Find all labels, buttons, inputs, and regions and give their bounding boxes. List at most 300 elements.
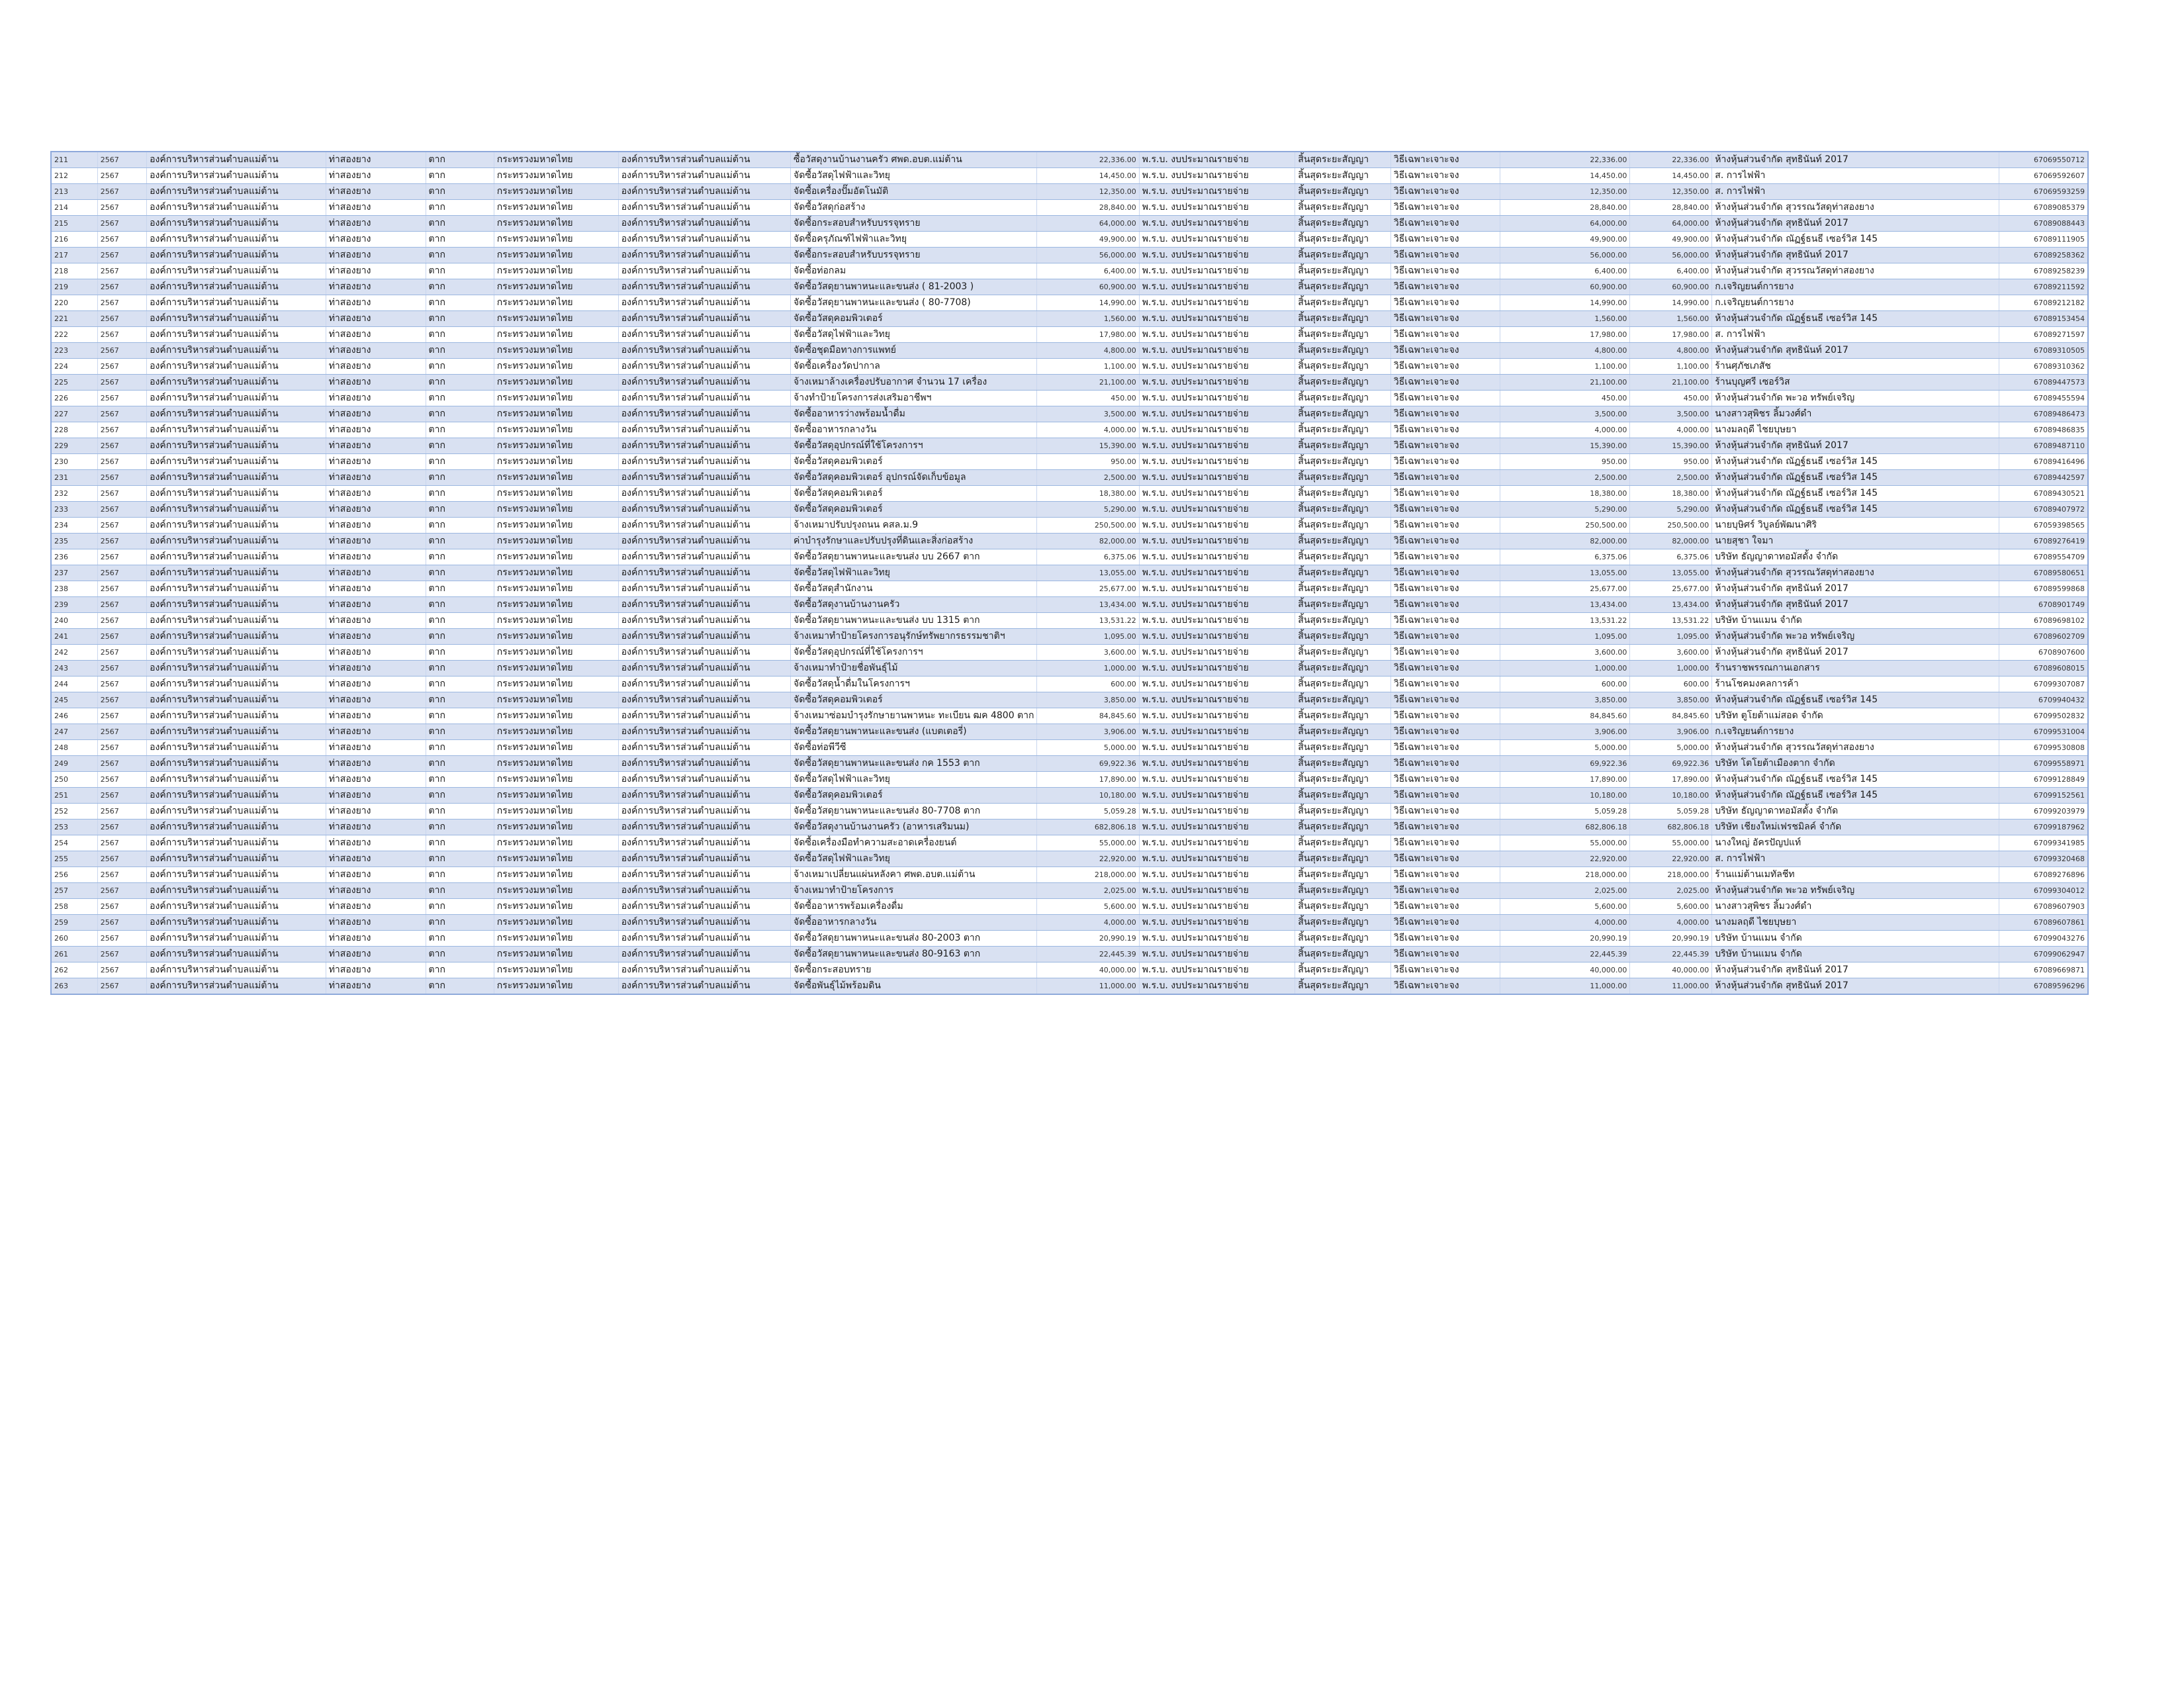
organization-cell: องค์การบริหารส่วนตำบลแม่ต้าน (147, 549, 326, 565)
median-price-cell: 13,055.00 (1500, 565, 1630, 581)
budget-amount-cell: 3,500.00 (1036, 406, 1139, 422)
award-amount-cell: 15,390.00 (1630, 438, 1712, 454)
award-amount-cell: 250,500.00 (1630, 518, 1712, 534)
procurement-method-cell: วิธีเฉพาะเจาะจง (1390, 295, 1500, 311)
project-status-cell: สิ้นสุดระยะสัญญา (1295, 438, 1391, 454)
ministry-cell: กระทรวงมหาดไทย (494, 518, 618, 534)
ministry-cell: กระทรวงมหาดไทย (494, 962, 618, 978)
department-cell: องค์การบริหารส่วนตำบลแม่ต้าน (618, 597, 790, 613)
project-name-cell: ค่าบำรุงรักษาและปรับปรุงที่ดินและสิ่งก่อสร้าง (791, 534, 1037, 549)
table-row (51, 502, 2088, 518)
winning-vendor-cell: นางใหญ่ อัครปัญปแท์ (1712, 835, 1999, 851)
budget-year-cell: 2567 (97, 438, 146, 454)
district-cell: ท่าสองยาง (326, 216, 426, 232)
procurement-method-cell: วิธีเฉพาะเจาะจง (1390, 486, 1500, 502)
province-cell: ตาก (426, 692, 494, 708)
project-name-cell: จัดซื้ออาหารพร้อมเครื่องดื่ม (791, 899, 1037, 915)
row-number-cell: 248 (51, 740, 97, 756)
table-row (51, 454, 2088, 470)
median-price-cell: 18,380.00 (1500, 486, 1630, 502)
contract-number-cell: 67099203979 (1999, 804, 2088, 820)
project-status-cell: สิ้นสุดระยะสัญญา (1295, 295, 1391, 311)
median-price-cell: 450.00 (1500, 391, 1630, 406)
award-amount-cell: 3,500.00 (1630, 406, 1712, 422)
ministry-cell: กระทรวงมหาดไทย (494, 200, 618, 216)
organization-cell: องค์การบริหารส่วนตำบลแม่ต้าน (147, 232, 326, 248)
budget-year-cell: 2567 (97, 804, 146, 820)
award-amount-cell: 20,990.19 (1630, 931, 1712, 947)
district-cell: ท่าสองยาง (326, 359, 426, 375)
project-status-cell: สิ้นสุดระยะสัญญา (1295, 502, 1391, 518)
row-number-cell: 255 (51, 851, 97, 867)
budget-year-cell: 2567 (97, 279, 146, 295)
organization-cell: องค์การบริหารส่วนตำบลแม่ต้าน (147, 708, 326, 724)
contract-number-cell: 67099187962 (1999, 820, 2088, 835)
project-status-cell: สิ้นสุดระยะสัญญา (1295, 915, 1391, 931)
funding-source-cell: พ.ร.บ. งบประมาณรายจ่าย (1139, 867, 1295, 883)
winning-vendor-cell: ห้างหุ้นส่วนจำกัด ณัฏฐ์ธนธี เซอร์วิส 145 (1712, 232, 1999, 248)
department-cell: องค์การบริหารส่วนตำบลแม่ต้าน (618, 820, 790, 835)
winning-vendor-cell: ส. การไฟฟ้า (1712, 168, 1999, 184)
organization-cell: องค์การบริหารส่วนตำบลแม่ต้าน (147, 184, 326, 200)
winning-vendor-cell: ห้างหุ้นส่วนจำกัด ณัฏฐ์ธนธี เซอร์วิส 145 (1712, 692, 1999, 708)
budget-year-cell: 2567 (97, 422, 146, 438)
contract-number-cell: 67089416496 (1999, 454, 2088, 470)
contract-number-cell: 67089310505 (1999, 343, 2088, 359)
project-name-cell: จัดซื้อวัสดุน้ำดื่มในโครงการฯ (791, 677, 1037, 692)
department-cell: องค์การบริหารส่วนตำบลแม่ต้าน (618, 629, 790, 645)
row-number-cell: 260 (51, 931, 97, 947)
project-name-cell: จัดซื้ออาหารกลางวัน (791, 422, 1037, 438)
budget-amount-cell: 950.00 (1036, 454, 1139, 470)
budget-year-cell: 2567 (97, 184, 146, 200)
award-amount-cell: 84,845.60 (1630, 708, 1712, 724)
project-name-cell: จัดซื้อกระสอบทราย (791, 962, 1037, 978)
budget-amount-cell: 6,400.00 (1036, 263, 1139, 279)
funding-source-cell: พ.ร.บ. งบประมาณรายจ่าย (1139, 978, 1295, 995)
project-status-cell: สิ้นสุดระยะสัญญา (1295, 486, 1391, 502)
table-row (51, 820, 2088, 835)
award-amount-cell: 22,336.00 (1630, 152, 1712, 168)
province-cell: ตาก (426, 804, 494, 820)
ministry-cell: กระทรวงมหาดไทย (494, 820, 618, 835)
award-amount-cell: 4,000.00 (1630, 915, 1712, 931)
province-cell: ตาก (426, 661, 494, 677)
project-status-cell: สิ้นสุดระยะสัญญา (1295, 740, 1391, 756)
budget-year-cell: 2567 (97, 343, 146, 359)
funding-source-cell: พ.ร.บ. งบประมาณรายจ่าย (1139, 820, 1295, 835)
project-name-cell: จ้างทำป้ายโครงการส่งเสริมอาชีพฯ (791, 391, 1037, 406)
budget-year-cell: 2567 (97, 708, 146, 724)
table-row (51, 152, 2088, 168)
district-cell: ท่าสองยาง (326, 438, 426, 454)
row-number-cell: 222 (51, 327, 97, 343)
district-cell: ท่าสองยาง (326, 867, 426, 883)
department-cell: องค์การบริหารส่วนตำบลแม่ต้าน (618, 947, 790, 962)
winning-vendor-cell: ห้างหุ้นส่วนจำกัด ณัฏฐ์ธนธี เซอร์วิส 145 (1712, 772, 1999, 788)
median-price-cell: 3,850.00 (1500, 692, 1630, 708)
project-name-cell: จ้างเหมาเปลี่ยนแผ่นหลังคา ศพด.อบต.แม่ต้าน (791, 867, 1037, 883)
district-cell: ท่าสองยาง (326, 565, 426, 581)
award-amount-cell: 60,900.00 (1630, 279, 1712, 295)
district-cell: ท่าสองยาง (326, 597, 426, 613)
budget-year-cell: 2567 (97, 947, 146, 962)
table-row (51, 899, 2088, 915)
funding-source-cell: พ.ร.บ. งบประมาณรายจ่าย (1139, 581, 1295, 597)
procurement-method-cell: วิธีเฉพาะเจาะจง (1390, 851, 1500, 867)
project-name-cell: จัดซื้อเครื่องวัดปากาล (791, 359, 1037, 375)
table-row (51, 216, 2088, 232)
contract-number-cell: 67089554709 (1999, 549, 2088, 565)
median-price-cell: 5,290.00 (1500, 502, 1630, 518)
budget-amount-cell: 17,890.00 (1036, 772, 1139, 788)
province-cell: ตาก (426, 565, 494, 581)
median-price-cell: 13,531.22 (1500, 613, 1630, 629)
table-row (51, 200, 2088, 216)
winning-vendor-cell: ส. การไฟฟ้า (1712, 851, 1999, 867)
procurement-method-cell: วิธีเฉพาะเจาะจง (1390, 327, 1500, 343)
winning-vendor-cell: นางมลฤดี ไชยบุษยา (1712, 915, 1999, 931)
organization-cell: องค์การบริหารส่วนตำบลแม่ต้าน (147, 168, 326, 184)
winning-vendor-cell: ห้างหุ้นส่วนจำกัด สุทธินันท์ 2017 (1712, 438, 1999, 454)
median-price-cell: 1,560.00 (1500, 311, 1630, 327)
table-row (51, 359, 2088, 375)
project-status-cell: สิ้นสุดระยะสัญญา (1295, 534, 1391, 549)
contract-number-cell: 67089486473 (1999, 406, 2088, 422)
funding-source-cell: พ.ร.บ. งบประมาณรายจ่าย (1139, 549, 1295, 565)
ministry-cell: กระทรวงมหาดไทย (494, 152, 618, 168)
organization-cell: องค์การบริหารส่วนตำบลแม่ต้าน (147, 279, 326, 295)
median-price-cell: 69,922.36 (1500, 756, 1630, 772)
ministry-cell: กระทรวงมหาดไทย (494, 708, 618, 724)
ministry-cell: กระทรวงมหาดไทย (494, 232, 618, 248)
winning-vendor-cell: นายสุชา ใจมา (1712, 534, 1999, 549)
median-price-cell: 55,000.00 (1500, 835, 1630, 851)
table-row (51, 248, 2088, 263)
row-number-cell: 234 (51, 518, 97, 534)
project-status-cell: สิ้นสุดระยะสัญญา (1295, 883, 1391, 899)
winning-vendor-cell: ห้างหุ้นส่วนจำกัด สุทธินันท์ 2017 (1712, 978, 1999, 995)
median-price-cell: 11,000.00 (1500, 978, 1630, 995)
budget-amount-cell: 22,445.39 (1036, 947, 1139, 962)
province-cell: ตาก (426, 422, 494, 438)
funding-source-cell: พ.ร.บ. งบประมาณรายจ่าย (1139, 597, 1295, 613)
contract-number-cell: 67089447573 (1999, 375, 2088, 391)
budget-amount-cell: 3,850.00 (1036, 692, 1139, 708)
contract-number-cell: 6708907600 (1999, 645, 2088, 661)
budget-year-cell: 2567 (97, 629, 146, 645)
row-number-cell: 252 (51, 804, 97, 820)
contract-number-cell: 67089608015 (1999, 661, 2088, 677)
project-status-cell: สิ้นสุดระยะสัญญา (1295, 216, 1391, 232)
province-cell: ตาก (426, 772, 494, 788)
procurement-method-cell: วิธีเฉพาะเจาะจง (1390, 438, 1500, 454)
department-cell: องค์การบริหารส่วนตำบลแม่ต้าน (618, 867, 790, 883)
project-name-cell: จัดซื้อวัสดุไฟฟ้าและวิทยุ (791, 327, 1037, 343)
award-amount-cell: 17,890.00 (1630, 772, 1712, 788)
procurement-method-cell: วิธีเฉพาะเจาะจง (1390, 232, 1500, 248)
budget-amount-cell: 15,390.00 (1036, 438, 1139, 454)
row-number-cell: 235 (51, 534, 97, 549)
award-amount-cell: 55,000.00 (1630, 835, 1712, 851)
winning-vendor-cell: บริษัท ธัญญาดาทอมัสดั้ง จำกัด (1712, 549, 1999, 565)
funding-source-cell: พ.ร.บ. งบประมาณรายจ่าย (1139, 740, 1295, 756)
contract-number-cell: 67099043276 (1999, 931, 2088, 947)
budget-amount-cell: 20,990.19 (1036, 931, 1139, 947)
contract-number-cell: 67089407972 (1999, 502, 2088, 518)
province-cell: ตาก (426, 359, 494, 375)
project-name-cell: จัดซื้อวัสดุยานพาหนะและขนส่ง ( 81-2003 ) (791, 279, 1037, 295)
contract-number-cell: 67089088443 (1999, 216, 2088, 232)
row-number-cell: 212 (51, 168, 97, 184)
project-status-cell: สิ้นสุดระยะสัญญา (1295, 692, 1391, 708)
contract-number-cell: 67089258239 (1999, 263, 2088, 279)
table-row (51, 804, 2088, 820)
award-amount-cell: 13,434.00 (1630, 597, 1712, 613)
organization-cell: องค์การบริหารส่วนตำบลแม่ต้าน (147, 359, 326, 375)
procurement-method-cell: วิธีเฉพาะเจาะจง (1390, 454, 1500, 470)
budget-amount-cell: 84,845.60 (1036, 708, 1139, 724)
table-row (51, 629, 2088, 645)
award-amount-cell: 2,025.00 (1630, 883, 1712, 899)
budget-year-cell: 2567 (97, 359, 146, 375)
award-amount-cell: 69,922.36 (1630, 756, 1712, 772)
funding-source-cell: พ.ร.บ. งบประมาณรายจ่าย (1139, 661, 1295, 677)
project-name-cell: จัดซื้อวัสดุยานพาหนะและขนส่ง กค 1553 ตาก (791, 756, 1037, 772)
organization-cell: องค์การบริหารส่วนตำบลแม่ต้าน (147, 820, 326, 835)
ministry-cell: กระทรวงมหาดไทย (494, 613, 618, 629)
funding-source-cell: พ.ร.บ. งบประมาณรายจ่าย (1139, 168, 1295, 184)
median-price-cell: 4,000.00 (1500, 915, 1630, 931)
procurement-method-cell: วิธีเฉพาะเจาะจง (1390, 629, 1500, 645)
winning-vendor-cell: ส. การไฟฟ้า (1712, 184, 1999, 200)
procurement-method-cell: วิธีเฉพาะเจาะจง (1390, 899, 1500, 915)
province-cell: ตาก (426, 677, 494, 692)
median-price-cell: 950.00 (1500, 454, 1630, 470)
median-price-cell: 17,980.00 (1500, 327, 1630, 343)
project-status-cell: สิ้นสุดระยะสัญญา (1295, 549, 1391, 565)
winning-vendor-cell: ห้างหุ้นส่วนจำกัด สุวรรณวัสดุท่าสองยาง (1712, 565, 1999, 581)
median-price-cell: 5,000.00 (1500, 740, 1630, 756)
department-cell: องค์การบริหารส่วนตำบลแม่ต้าน (618, 216, 790, 232)
organization-cell: องค์การบริหารส่วนตำบลแม่ต้าน (147, 661, 326, 677)
project-name-cell: จัดซื้ออาหารว่างพร้อมน้ำดื่ม (791, 406, 1037, 422)
budget-amount-cell: 18,380.00 (1036, 486, 1139, 502)
procurement-method-cell: วิธีเฉพาะเจาะจง (1390, 740, 1500, 756)
procurement-method-cell: วิธีเฉพาะเจาะจง (1390, 549, 1500, 565)
organization-cell: องค์การบริหารส่วนตำบลแม่ต้าน (147, 216, 326, 232)
award-amount-cell: 10,180.00 (1630, 788, 1712, 804)
ministry-cell: กระทรวงมหาดไทย (494, 486, 618, 502)
median-price-cell: 12,350.00 (1500, 184, 1630, 200)
department-cell: องค์การบริหารส่วนตำบลแม่ต้าน (618, 772, 790, 788)
procurement-method-cell: วิธีเฉพาะเจาะจง (1390, 248, 1500, 263)
district-cell: ท่าสองยาง (326, 295, 426, 311)
district-cell: ท่าสองยาง (326, 470, 426, 486)
project-status-cell: สิ้นสุดระยะสัญญา (1295, 978, 1391, 995)
funding-source-cell: พ.ร.บ. งบประมาณรายจ่าย (1139, 391, 1295, 406)
district-cell: ท่าสองยาง (326, 454, 426, 470)
province-cell: ตาก (426, 184, 494, 200)
project-name-cell: จัดซื้อกระสอบสำหรับบรรจุทราย (791, 216, 1037, 232)
procurement-method-cell: วิธีเฉพาะเจาะจง (1390, 613, 1500, 629)
budget-year-cell: 2567 (97, 565, 146, 581)
department-cell: องค์การบริหารส่วนตำบลแม่ต้าน (618, 518, 790, 534)
budget-year-cell: 2567 (97, 899, 146, 915)
winning-vendor-cell: ห้างหุ้นส่วนจำกัด พะวอ ทรัพย์เจริญ (1712, 883, 1999, 899)
budget-year-cell: 2567 (97, 724, 146, 740)
median-price-cell: 17,890.00 (1500, 772, 1630, 788)
row-number-cell: 214 (51, 200, 97, 216)
median-price-cell: 250,500.00 (1500, 518, 1630, 534)
ministry-cell: กระทรวงมหาดไทย (494, 867, 618, 883)
procurement-method-cell: วิธีเฉพาะเจาะจง (1390, 581, 1500, 597)
project-name-cell: จัดซื้อท่อพีวีซี (791, 740, 1037, 756)
department-cell: องค์การบริหารส่วนตำบลแม่ต้าน (618, 454, 790, 470)
row-number-cell: 233 (51, 502, 97, 518)
budget-amount-cell: 13,531.22 (1036, 613, 1139, 629)
row-number-cell: 219 (51, 279, 97, 295)
award-amount-cell: 3,600.00 (1630, 645, 1712, 661)
district-cell: ท่าสองยาง (326, 677, 426, 692)
project-name-cell: จัดซื้อกระสอบสำหรับบรรจุทราย (791, 248, 1037, 263)
province-cell: ตาก (426, 724, 494, 740)
row-number-cell: 257 (51, 883, 97, 899)
winning-vendor-cell: ห้างหุ้นส่วนจำกัด สุทธินันท์ 2017 (1712, 962, 1999, 978)
district-cell: ท่าสองยาง (326, 343, 426, 359)
ministry-cell: กระทรวงมหาดไทย (494, 470, 618, 486)
median-price-cell: 60,900.00 (1500, 279, 1630, 295)
median-price-cell: 2,500.00 (1500, 470, 1630, 486)
budget-amount-cell: 5,000.00 (1036, 740, 1139, 756)
row-number-cell: 223 (51, 343, 97, 359)
project-status-cell: สิ้นสุดระยะสัญญา (1295, 629, 1391, 645)
organization-cell: องค์การบริหารส่วนตำบลแม่ต้าน (147, 613, 326, 629)
award-amount-cell: 1,095.00 (1630, 629, 1712, 645)
department-cell: องค์การบริหารส่วนตำบลแม่ต้าน (618, 152, 790, 168)
funding-source-cell: พ.ร.บ. งบประมาณรายจ่าย (1139, 708, 1295, 724)
district-cell: ท่าสองยาง (326, 851, 426, 867)
organization-cell: องค์การบริหารส่วนตำบลแม่ต้าน (147, 343, 326, 359)
funding-source-cell: พ.ร.บ. งบประมาณรายจ่าย (1139, 248, 1295, 263)
project-name-cell: จัดซื้ออาหารกลางวัน (791, 915, 1037, 931)
award-amount-cell: 3,850.00 (1630, 692, 1712, 708)
procurement-method-cell: วิธีเฉพาะเจาะจง (1390, 756, 1500, 772)
procurement-method-cell: วิธีเฉพาะเจาะจง (1390, 931, 1500, 947)
budget-amount-cell: 56,000.00 (1036, 248, 1139, 263)
district-cell: ท่าสองยาง (326, 740, 426, 756)
budget-amount-cell: 22,336.00 (1036, 152, 1139, 168)
ministry-cell: กระทรวงมหาดไทย (494, 295, 618, 311)
district-cell: ท่าสองยาง (326, 327, 426, 343)
district-cell: ท่าสองยาง (326, 168, 426, 184)
budget-year-cell: 2567 (97, 962, 146, 978)
funding-source-cell: พ.ร.บ. งบประมาณรายจ่าย (1139, 899, 1295, 915)
organization-cell: องค์การบริหารส่วนตำบลแม่ต้าน (147, 677, 326, 692)
project-status-cell: สิ้นสุดระยะสัญญา (1295, 184, 1391, 200)
department-cell: องค์การบริหารส่วนตำบลแม่ต้าน (618, 263, 790, 279)
winning-vendor-cell: นางมลฤดี ไชยบุษยา (1712, 422, 1999, 438)
median-price-cell: 15,390.00 (1500, 438, 1630, 454)
table-row (51, 295, 2088, 311)
contract-number-cell: 6708901749 (1999, 597, 2088, 613)
ministry-cell: กระทรวงมหาดไทย (494, 692, 618, 708)
row-number-cell: 227 (51, 406, 97, 422)
project-name-cell: จัดซื้อท่อกลม (791, 263, 1037, 279)
funding-source-cell: พ.ร.บ. งบประมาณรายจ่าย (1139, 931, 1295, 947)
organization-cell: องค์การบริหารส่วนตำบลแม่ต้าน (147, 772, 326, 788)
organization-cell: องค์การบริหารส่วนตำบลแม่ต้าน (147, 947, 326, 962)
project-name-cell: จัดซื้อวัสดุยานพาหนะและขนส่ง 80-9163 ตาก (791, 947, 1037, 962)
row-number-cell: 231 (51, 470, 97, 486)
procurement-method-cell: วิธีเฉพาะเจาะจง (1390, 962, 1500, 978)
project-status-cell: สิ้นสุดระยะสัญญา (1295, 597, 1391, 613)
budget-year-cell: 2567 (97, 740, 146, 756)
funding-source-cell: พ.ร.บ. งบประมาณรายจ่าย (1139, 565, 1295, 581)
project-name-cell: จัดซื้อวัสดุยานพาหนะและขนส่ง บบ 2667 ตาก (791, 549, 1037, 565)
district-cell: ท่าสองยาง (326, 899, 426, 915)
award-amount-cell: 1,100.00 (1630, 359, 1712, 375)
district-cell: ท่าสองยาง (326, 708, 426, 724)
budget-year-cell: 2567 (97, 549, 146, 565)
budget-amount-cell: 13,434.00 (1036, 597, 1139, 613)
row-number-cell: 217 (51, 248, 97, 263)
funding-source-cell: พ.ร.บ. งบประมาณรายจ่าย (1139, 406, 1295, 422)
ministry-cell: กระทรวงมหาดไทย (494, 422, 618, 438)
contract-number-cell: 67089455594 (1999, 391, 2088, 406)
funding-source-cell: พ.ร.บ. งบประมาณรายจ่าย (1139, 454, 1295, 470)
province-cell: ตาก (426, 311, 494, 327)
organization-cell: องค์การบริหารส่วนตำบลแม่ต้าน (147, 629, 326, 645)
row-number-cell: 251 (51, 788, 97, 804)
funding-source-cell: พ.ร.บ. งบประมาณรายจ่าย (1139, 343, 1295, 359)
award-amount-cell: 11,000.00 (1630, 978, 1712, 995)
department-cell: องค์การบริหารส่วนตำบลแม่ต้าน (618, 232, 790, 248)
row-number-cell: 242 (51, 645, 97, 661)
contract-number-cell: 67099304012 (1999, 883, 2088, 899)
table-row (51, 534, 2088, 549)
province-cell: ตาก (426, 851, 494, 867)
organization-cell: องค์การบริหารส่วนตำบลแม่ต้าน (147, 962, 326, 978)
project-name-cell: จัดซื้อวัสดุคอมพิวเตอร์ (791, 502, 1037, 518)
province-cell: ตาก (426, 343, 494, 359)
funding-source-cell: พ.ร.บ. งบประมาณรายจ่าย (1139, 534, 1295, 549)
funding-source-cell: พ.ร.บ. งบประมาณรายจ่าย (1139, 677, 1295, 692)
province-cell: ตาก (426, 454, 494, 470)
project-name-cell: จัดซื้อเครื่องปั๊มอัตโนมัติ (791, 184, 1037, 200)
project-status-cell: สิ้นสุดระยะสัญญา (1295, 788, 1391, 804)
project-status-cell: สิ้นสุดระยะสัญญา (1295, 772, 1391, 788)
province-cell: ตาก (426, 740, 494, 756)
ministry-cell: กระทรวงมหาดไทย (494, 406, 618, 422)
project-status-cell: สิ้นสุดระยะสัญญา (1295, 454, 1391, 470)
award-amount-cell: 2,500.00 (1630, 470, 1712, 486)
contract-number-cell: 67089607903 (1999, 899, 2088, 915)
row-number-cell: 211 (51, 152, 97, 168)
project-name-cell: จัดซื้อวัสดุไฟฟ้าและวิทยุ (791, 565, 1037, 581)
department-cell: องค์การบริหารส่วนตำบลแม่ต้าน (618, 565, 790, 581)
project-name-cell: จัดซื้อวัสดุคอมพิวเตอร์ อุปกรณ์จัดเก็บข้อมูล (791, 470, 1037, 486)
ministry-cell: กระทรวงมหาดไทย (494, 883, 618, 899)
district-cell: ท่าสองยาง (326, 931, 426, 947)
funding-source-cell: พ.ร.บ. งบประมาณรายจ่าย (1139, 327, 1295, 343)
budget-amount-cell: 2,500.00 (1036, 470, 1139, 486)
ministry-cell: กระทรวงมหาดไทย (494, 581, 618, 597)
winning-vendor-cell: ร้านบุญศรี เซอร์วิส (1712, 375, 1999, 391)
table-row (51, 867, 2088, 883)
table-row (51, 756, 2088, 772)
table-row (51, 772, 2088, 788)
